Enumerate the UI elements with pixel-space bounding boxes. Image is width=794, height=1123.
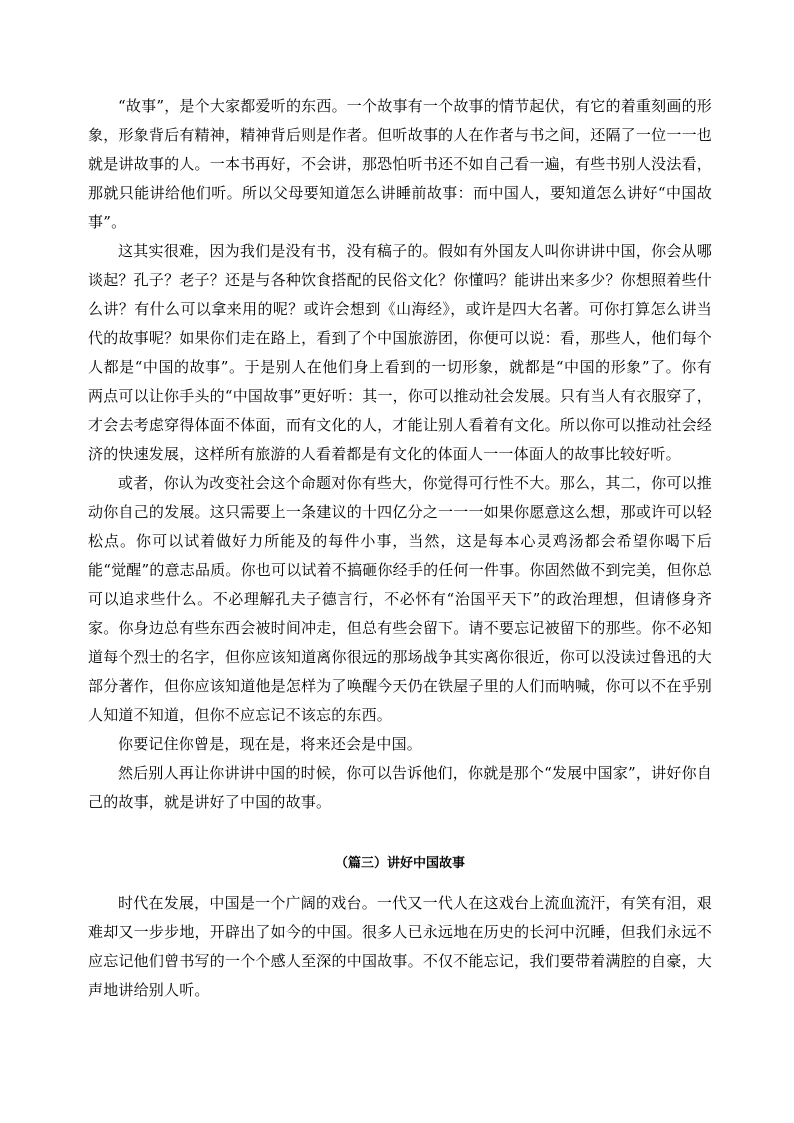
section-paragraph: 时代在发展，中国是一个广阔的戏台。一代又一代人在这戏台上流血流汗，有笑有泪，艰难却又一步步地，开辟出了如今的中国。很多人已永远地在历史的长河中沉睡，但我们永远不应忘记他们曾书写的一个个感人至深的中国故事。不仅不能忘记，我们要带着满腔的自豪，大声地讲给别人听。 [88,894,712,999]
section-title: （篇三）讲好中国故事 [334,856,465,871]
document-page [88,92,712,1005]
paragraph-difficulty: 这其实很难，因为我们是没有书，没有稿子的。假如有外国友人叫你讲讲中国，你会从哪谈起？孔子？老子？还是与各种饮食搭配的民俗文化？你懂吗？能讲出来多少？你想照着些什么讲？有什么可以拿来用的呢？或许会想到《山海经》，或许是四大名著。可你打算怎么讲当代的故事呢？如果你们走在路上，看到了个中国旅游团，你便可以说：看，那些人，他们每个人都是“中国的故事”。于是别人在他们身上看到的一切形象，就都是“中国的形象”了。你有两点可以让你手头的“中国故事”更好听：其一，你可以推动社会发展。只有当人有衣服穿了，才会去考虑穿得体面不体面，而有文化的人，才能让别人看着有文化。所以你可以推动社会经济的快速发展，这样所有旅游的人看着都是有文化的体面人一一体面人的故事比较好听。 [88,242,712,463]
paragraph-conclusion: 然后别人再让你讲讲中国的时候，你可以告诉他们，你就是那个“发展中国家”，讲好你自己的故事，就是讲好了中国的故事。 [88,764,712,811]
paragraph-remember: 你要记住你曾是，现在是，将来还会是中国。 [118,735,423,753]
paragraph-self-development: 或者，你认为改变社会这个命题对你有些大，你觉得可行性不大。那么，其二，你可以推动你自己的发展。这只需要上一条建议的十四亿分之一一一如果你愿意这么想，那或许可以轻松点。你可以试着做好力所能及的每件小事，当然，这是每本心灵鸡汤都会希望你喝下后能“觉醒”的意志品质。你也可以试着不搞砸你经手的任何一件事。你固然做不到完美，但你总可以追求些什么。不必理解孔夫子德言行，不必怀有“治国平天下”的政治理想，但请修身齐家。你身边总有些东西会被时间冲走，但总有些会留下。请不要忘记被留下的那些。你不必知道每个烈士的名字，但你应该知道离你很远的那场战争其实离你很近，你可以没读过鲁迅的大部分著作，但你应该知道他是怎样为了唤醒今天仍在铁屋子里的人们而呐喊，你可以不在乎别人知道不知道，但你不应忘记不该忘的东西。 [88,474,712,724]
paragraph-intro: “故事”，是个大家都爱听的东西。一个故事有一个故事的情节起伏，有它的着重刻画的形象，形象背后有精神，精神背后则是作者。但听故事的人在作者与书之间，还隔了一位一一也就是讲故事的人。一本书再好，不会讲，那恐怕听书还不如自己看一遍，有些书别人没法看，那就只能讲给他们听。所以父母要知道怎么讲睡前故事：而中国人，要知道怎么讲好“中国故事”。 [88,97,712,231]
